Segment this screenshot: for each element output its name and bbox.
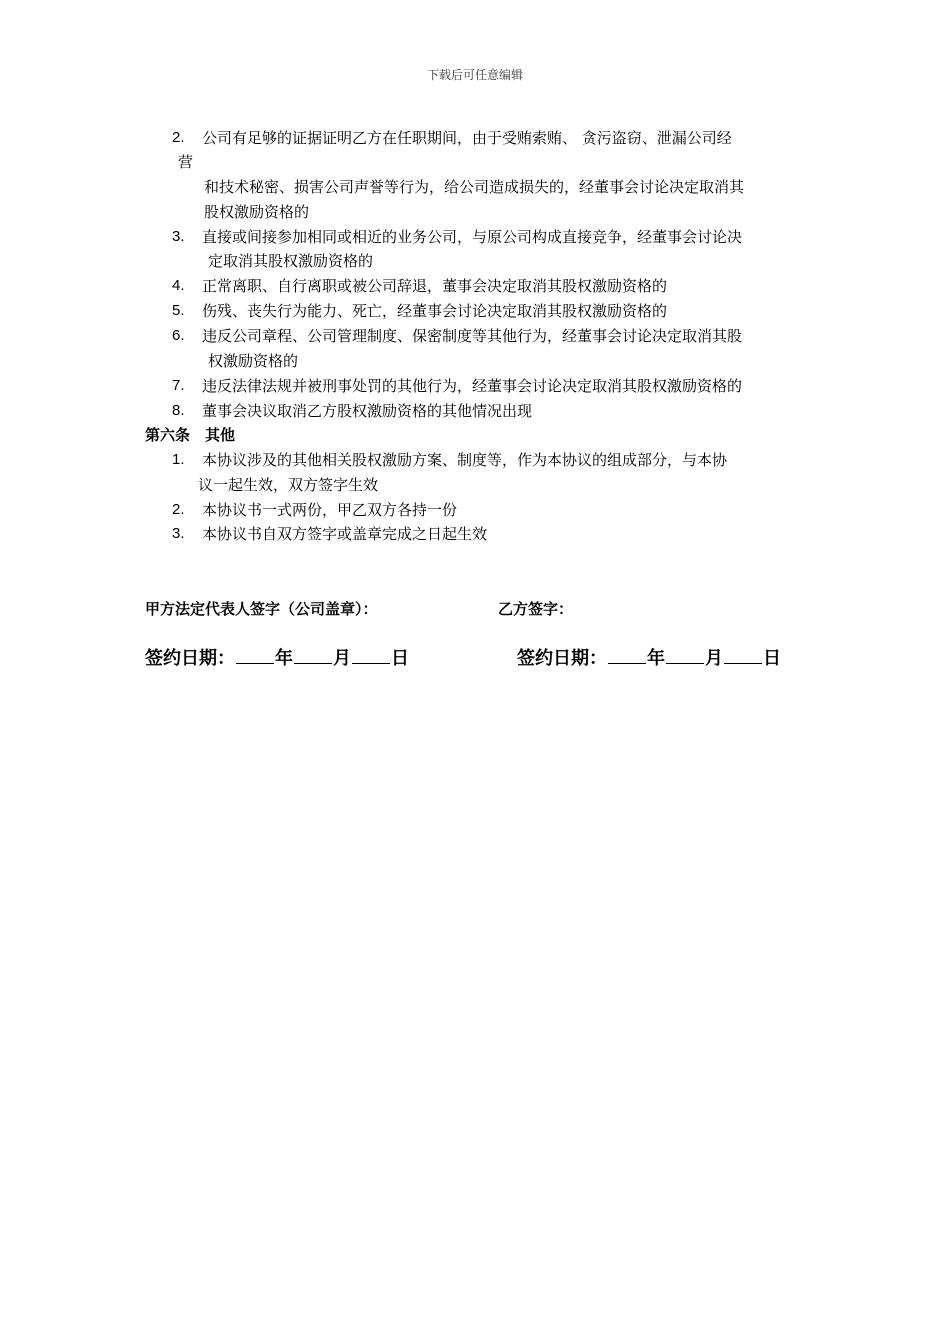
day-label: 日 xyxy=(391,648,409,669)
party-a-sign-date xyxy=(145,647,409,671)
list-number: 2. xyxy=(172,501,185,518)
section-heading: 第六条 其他 xyxy=(145,426,236,444)
list-number: 3. xyxy=(172,525,185,542)
list-item-text: 违反公司章程、公司管理制度、保密制度等其他行为，经董事会讨论决定取消其股 xyxy=(202,327,743,345)
list-number: 8. xyxy=(172,402,185,419)
party-b-sign-date xyxy=(517,647,781,671)
month-label: 月 xyxy=(333,648,351,669)
page-header: 下载后可任意编辑 xyxy=(426,68,523,82)
year-label: 年 xyxy=(647,648,665,669)
year-label: 年 xyxy=(275,648,293,669)
list-item-text: 议一起生效，双方签字生效 xyxy=(198,476,379,494)
date-label: 签约日期： xyxy=(145,648,235,669)
list-item-text: 直接或间接参加相同或相近的业务公司，与原公司构成直接竞争，经董事会讨论决 xyxy=(202,228,743,246)
list-item-text: 本协议书自双方签字或盖章完成之日起生效 xyxy=(202,525,488,543)
list-number: 2. xyxy=(172,129,185,146)
list-number: 1. xyxy=(172,451,185,468)
list-item-text: 和技术秘密、损害公司声誉等行为，给公司造成损失的，经董事会讨论决定取消其 xyxy=(204,178,745,196)
list-item-text: 定取消其股权激励资格的 xyxy=(208,252,374,270)
list-number: 6. xyxy=(172,327,185,344)
list-number: 3. xyxy=(172,228,185,245)
month-blank[interactable] xyxy=(294,647,332,664)
list-item-text: 股权激励资格的 xyxy=(204,203,310,221)
list-number: 5. xyxy=(172,302,185,319)
list-item-text: 权激励资格的 xyxy=(208,352,299,370)
month-label: 月 xyxy=(705,648,723,669)
list-item-text: 公司有足够的证据证明乙方在任职期间，由于受贿索贿、 贪污盗窃、泄漏公司经 xyxy=(202,129,732,147)
list-item-text: 本协议书一式两份，甲乙双方各持一份 xyxy=(202,501,458,519)
party-b-signature-label: 乙方签字： xyxy=(498,600,574,618)
list-item-text: 董事会决议取消乙方股权激励资格的其他情况出现 xyxy=(202,402,533,420)
year-blank[interactable] xyxy=(236,647,274,664)
list-item-text: 本协议涉及的其他相关股权激励方案、制度等，作为本协议的组成部分，与本协 xyxy=(202,451,728,469)
list-number: 7. xyxy=(172,377,185,394)
year-blank[interactable] xyxy=(608,647,646,664)
month-blank[interactable] xyxy=(666,647,704,664)
list-item-text: 违反法律法规并被刑事处罚的其他行为，经董事会讨论决定取消其股权激励资格的 xyxy=(202,377,743,395)
party-a-signature-label: 甲方法定代表人签字（公司盖章）： xyxy=(145,600,378,618)
list-number: 4. xyxy=(172,277,185,294)
list-item-text: 正常离职、自行离职或被公司辞退，董事会决定取消其股权激励资格的 xyxy=(202,277,668,295)
date-label: 签约日期： xyxy=(517,648,607,669)
list-item-text: 营 xyxy=(178,153,194,171)
day-label: 日 xyxy=(763,648,781,669)
day-blank[interactable] xyxy=(724,647,762,664)
list-item-text: 伤残、丧失行为能力、死亡，经董事会讨论决定取消其股权激励资格的 xyxy=(202,302,668,320)
day-blank[interactable] xyxy=(352,647,390,664)
